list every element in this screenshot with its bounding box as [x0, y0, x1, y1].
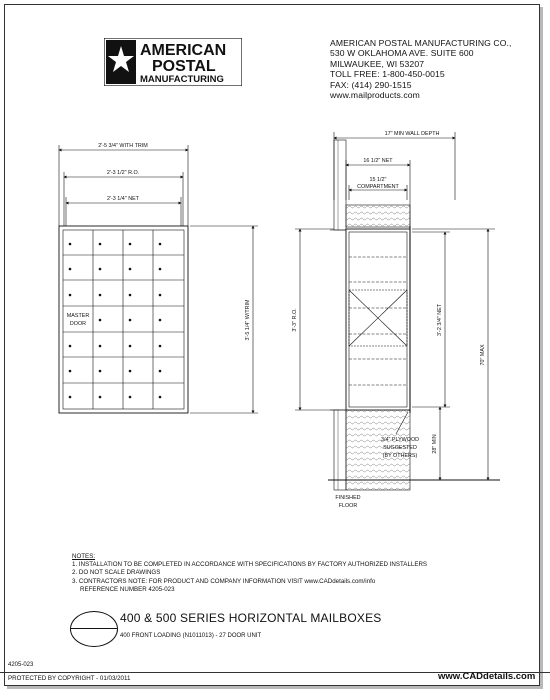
website-link[interactable]: www.CADdetails.com — [438, 671, 536, 682]
dim-trim-height: 3'-5 1/4" W/TRIM — [245, 299, 251, 341]
copyright-text: PROTECTED BY COPYRIGHT - 01/03/2011 — [8, 675, 131, 682]
note-2: 2. DO NOT SCALE DRAWINGS — [72, 569, 161, 577]
dim-net-height: 3'-2 3/4" NET — [437, 303, 443, 337]
plywood-note-1: 3/4" PLYWOOD — [380, 437, 420, 443]
company-address-1: 530 W OKLAHOMA AVE. SUITE 600 — [330, 48, 474, 59]
company-web: www.mailproducts.com — [330, 90, 420, 101]
logo-word-3: MANUFACTURING — [140, 74, 224, 85]
title-symbol — [70, 611, 118, 647]
drawing-title: 400 & 500 SERIES HORIZONTAL MAILBOXES — [120, 611, 382, 625]
master-door-label-2: DOOR — [69, 321, 87, 327]
notes-block — [72, 553, 427, 594]
master-door-label-1: MASTER — [66, 313, 90, 319]
note-3: 3. CONTRACTORS NOTE: FOR PRODUCT AND COMPANY INFORMATION VISIT www.CADdetails.com/info — [72, 577, 376, 585]
dim-trim-width: 2'-5 3/4" WITH TRIM — [98, 143, 148, 149]
dim-min-height: 28" MIN — [432, 434, 438, 454]
dim-ro-width: 2'-3 1/2" R.O. — [106, 170, 140, 176]
dim-max-height: 70" MAX — [480, 344, 486, 366]
note-3-reference: REFERENCE NUMBER 4205-023 — [80, 585, 175, 593]
company-fax: FAX: (414) 290-1515 — [330, 79, 412, 90]
document-number: 4205-023 — [8, 662, 34, 668]
company-tollfree: TOLL FREE: 1-800-450-0015 — [330, 69, 445, 80]
dim-compartment-1: 15 1/2" — [369, 177, 387, 183]
dim-net-depth: 16 1/2" NET — [363, 158, 393, 164]
plywood-note-2: SUGGESTED — [383, 445, 417, 451]
floor-label-2: FLOOR — [338, 503, 358, 509]
company-address-2: MILWAUKEE, WI 53207 — [330, 58, 425, 69]
logo-word-1: AMERICAN — [140, 42, 227, 59]
plywood-note-3: (BY OTHERS) — [382, 453, 418, 459]
logo-word-2: POSTAL — [152, 58, 216, 75]
dim-net-width: 2'-3 1/4" NET — [106, 196, 140, 202]
notes-title: NOTES: — [72, 553, 96, 560]
dim-ro-height: 3'-3" R.O. — [292, 308, 298, 332]
company-name: AMERICAN POSTAL MANUFACTURING CO., — [330, 38, 512, 48]
floor-label-1: FINISHED — [335, 495, 361, 501]
dim-wall-depth: 17" MIN WALL DEPTH — [384, 131, 440, 137]
drawing-subtitle: 400 FRONT LOADING (N1011013) - 27 DOOR UNIT — [120, 633, 262, 639]
dim-compartment-2: COMPARTMENT — [357, 184, 399, 190]
note-1: 1. INSTALLATION TO BE COMPLETED IN ACCORDANCE WITH SPECIFICATIONS BY FACTORY AUTHORIZED INSTALLERS — [72, 561, 428, 569]
